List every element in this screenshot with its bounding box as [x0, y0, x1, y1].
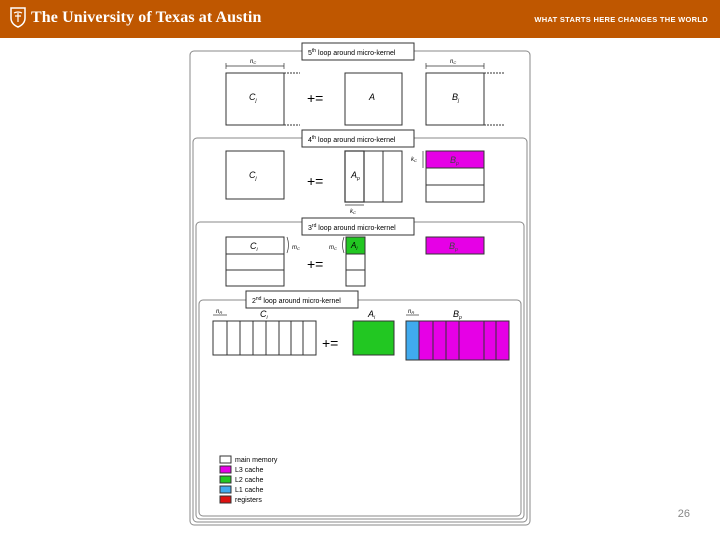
svg-text:mC: mC	[329, 245, 337, 251]
loop5-a-label: A	[369, 92, 376, 102]
svg-text:5th loop around micro-kernel: 5th loop around micro-kernel	[308, 48, 396, 57]
page-number: 26	[677, 508, 690, 520]
legend	[220, 456, 278, 504]
loop2-b-label: $B_p$	[453, 309, 462, 321]
loop2-matrix-c	[213, 321, 316, 355]
legend-item-main-memory	[220, 456, 278, 464]
svg-text:L3 cache: L3 cache	[235, 467, 264, 474]
loop5-op: +=	[307, 90, 324, 106]
loop2-a-label: $A_i$	[368, 309, 376, 321]
loop4-a-label: $A_p$	[351, 170, 360, 182]
loop2-n-dim	[213, 309, 227, 315]
svg-text:registers: registers	[235, 497, 262, 504]
loop4-k-dim	[345, 205, 364, 215]
svg-text:nC: nC	[250, 59, 257, 65]
tagline: WHAT STARTS HERE CHANGES THE WORLD	[534, 15, 708, 24]
loop5-b-dim	[426, 59, 484, 69]
legend-item-l2-cache	[220, 476, 264, 484]
svg-text:kC: kC	[411, 157, 417, 163]
svg-text:main memory: main memory	[235, 457, 278, 464]
loop4-kb-dim	[411, 151, 423, 168]
loop5-c-dim	[226, 59, 284, 69]
legend-item-l1-cache	[220, 486, 264, 494]
svg-text:L2 cache: L2 cache	[235, 477, 264, 484]
loop5-b-label: $B_j$	[452, 92, 460, 104]
svg-text:kC: kC	[350, 209, 356, 215]
loop4-title	[302, 130, 414, 147]
loop2-nb-dim	[406, 309, 419, 315]
loop4-b-label: $B_p$	[450, 155, 459, 167]
svg-text:mC: mC	[292, 245, 300, 251]
university-name: The University of Texas at Austin	[31, 9, 262, 26]
svg-text:nR: nR	[408, 309, 415, 315]
loop2-matrix-b	[406, 321, 509, 360]
loop2-title	[246, 291, 358, 308]
svg-text:L1 cache: L1 cache	[235, 487, 264, 494]
legend-item-registers	[220, 496, 262, 504]
loop4-c-label: $C_j$	[249, 170, 257, 182]
loop5-c-label: $C_j$	[249, 92, 257, 104]
loop3-b-label: $B_p$	[449, 241, 458, 253]
legend-item-l3-cache	[220, 466, 264, 474]
loop2-c-label: $C_i$	[260, 309, 268, 321]
svg-text:nC: nC	[450, 59, 457, 65]
svg-text:3rd loop around micro-kernel: 3rd loop around micro-kernel	[308, 223, 396, 232]
loop2-op: +=	[322, 335, 339, 351]
loop2-matrix-a	[353, 321, 394, 355]
loop3-op: +=	[307, 256, 324, 272]
svg-text:2nd loop around micro-kernel: 2nd loop around micro-kernel	[252, 296, 341, 305]
loop3-m-dim1	[287, 237, 300, 253]
loop3-title	[302, 218, 414, 235]
loop5-title	[302, 43, 414, 60]
loop3-c-label: $C_i$	[250, 241, 258, 253]
loop4-op: +=	[307, 173, 324, 189]
loop2-b-micropanel	[406, 321, 419, 360]
svg-text:4th loop around micro-kernel: 4th loop around micro-kernel	[308, 135, 396, 144]
loop3-m-dim2	[329, 237, 344, 253]
loop3-a-label: $A_i$	[351, 241, 358, 252]
svg-text:nR: nR	[216, 309, 223, 315]
